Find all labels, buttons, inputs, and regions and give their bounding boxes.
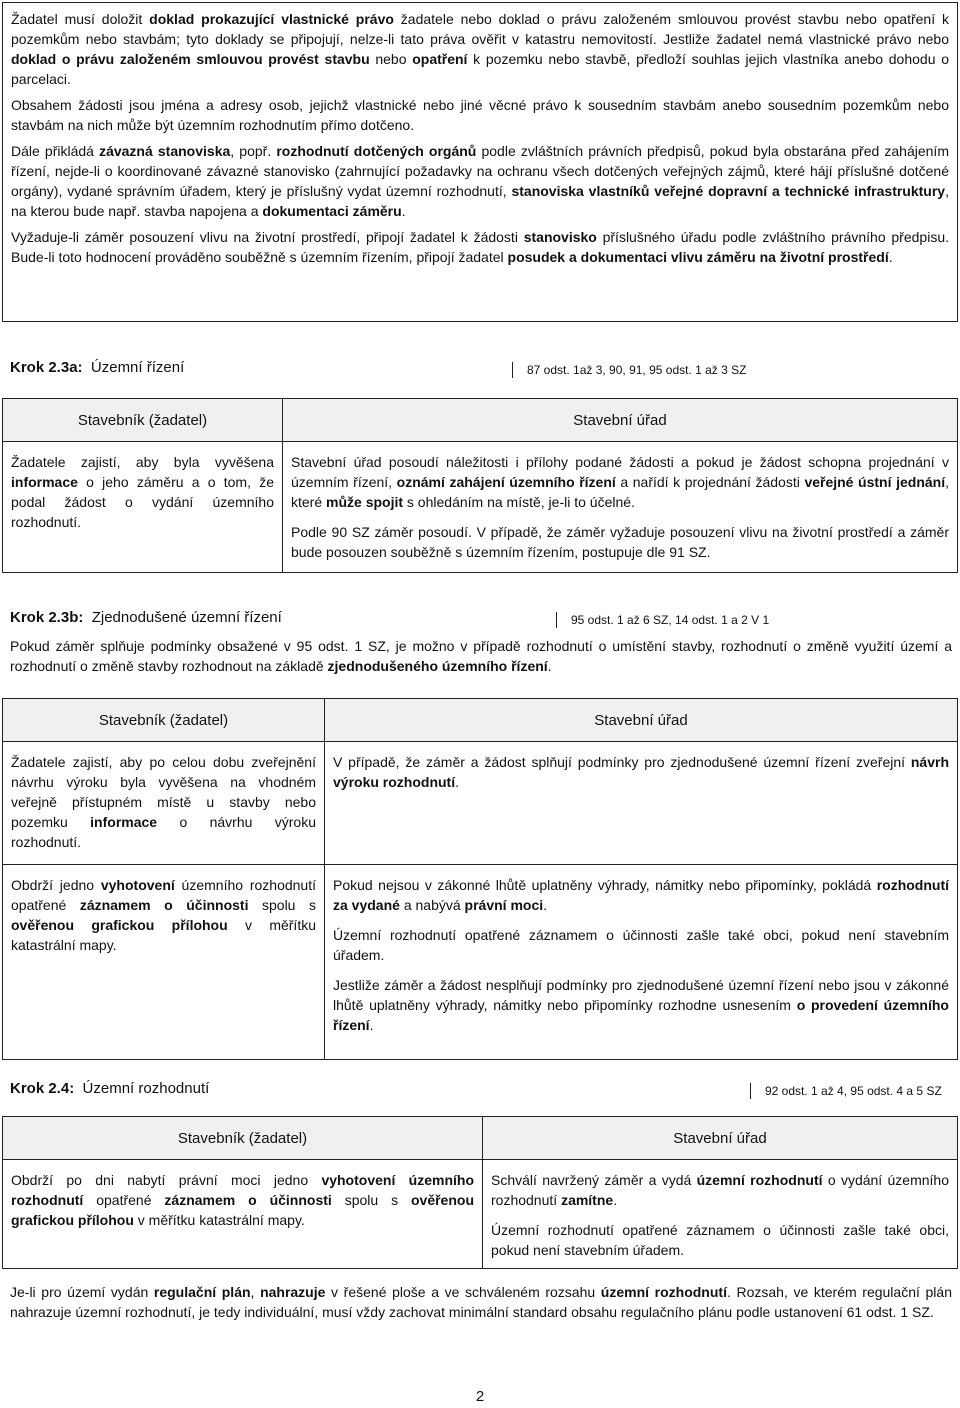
krok-4-footer: Je-li pro území vydán regulační plán, nahrazuje v řešené ploše a ve schváleném rozsahu územní rozhodnutí. Rozsah, ve kterém regulační plán nahrazuje územní rozhodnutí, je tedy individuální, musí vždy zachovat minimální standard obsahu regulačního plánu podle ustanovení 61 odst. 1 SZ. [10, 1284, 952, 1320]
krok-3b-right-text-2: Pokud nejsou v zákonné lhůtě uplatněny výhrady, námitky nebo připomínky, pokládá rozhodnutí za vydané a nabývá právní moci. [333, 877, 949, 913]
krok-3a-heading: Krok 2.3a: Územní řízení [10, 359, 185, 376]
krok-3a-reference: 87 odst. 1až 3, 90, 91, 95 odst. 1 až 3 SZ [512, 362, 746, 378]
krok-3b-cell-right-1 [324, 741, 958, 865]
krok-3a-cell-left [2, 441, 283, 573]
krok-4-left-text: Obdrží po dni nabytí právní moci jedno vyhotovení územního rozhodnutí opatřené záznamem o účinnosti spolu s ověřenou grafickou přílohou v měřítku katastrální mapy. [11, 1172, 475, 1228]
krok-3b-header-right: Stavební úřad [324, 698, 958, 742]
krok-3b-cell-left-1 [2, 741, 325, 865]
krok-4-reference: 92 odst. 1 až 4, 95 odst. 4 a 5 SZ [750, 1083, 942, 1099]
intro-box [2, 2, 958, 322]
krok-4-header-right: Stavební úřad [482, 1116, 958, 1160]
krok-3b-left-text-2: Obdrží jedno vyhotovení územního rozhodnutí opatřené záznamem o účinnosti spolu s ověřenou grafickou přílohou v měřítku katastrální mapy. [11, 877, 317, 953]
krok-3a-header-right: Stavební úřad [282, 398, 958, 442]
page-number: 2 [475, 1388, 485, 1405]
krok-3a-left-text: Žadatele zajistí, aby byla vyvěšena informace o jeho záměru a o tom, že podal žádost o vydání územního rozhodnutí. [11, 454, 274, 530]
krok-3a-header-left: Stavebník (žadatel) [2, 398, 283, 442]
krok-3b-intro: Pokud záměr splňuje podmínky obsažené v 95 odst. 1 SZ, je možno v případě rozhodnutí o umístění stavby, rozhodnutí o změně využití území a rozhodnutí o změně stavby rozhodnout na základě zjednodušeného územního řízení. [10, 638, 952, 674]
krok-3a-cell-right [282, 441, 958, 573]
intro-paragraph-4: Vyžaduje-li záměr posouzení vlivu na životní prostředí, připojí žadatel k žádosti stanovisko příslušného úřadu podle zvláštního právního předpisu. Bude-li toto hodnocení prováděno souběžně s územním řízením, připojí žadatel posudek a dokumentaci vlivu záměru na životní prostředí. [11, 229, 949, 265]
krok-3b-cell-left-2 [2, 864, 325, 1060]
krok-3a-right-text-2: Podle 90 SZ záměr posoudí. V případě, že záměr vyžaduje posouzení vlivu na životní prostředí a záměr bude posouzen souběžně s územním řízením, postupuje dle 91 SZ. [291, 524, 949, 560]
krok-3b-right-text-4: Jestliže záměr a žádost nesplňují podmínky pro zjednodušené územní řízení nebo jsou v zákonné lhůtě uplatněny výhrady, námitky nebo připomínky rozhodne usnesením o provedení územního řízení. [333, 977, 949, 1033]
krok-4-right-text-1: Schválí navržený záměr a vydá územní rozhodnutí o vydání územního rozhodnutí zamítne. [491, 1172, 950, 1208]
krok-4-cell-left [2, 1159, 483, 1269]
krok-4-right-text-2: Územní rozhodnutí opatřené záznamem o účinnosti zašle také obci, pokud není stavebním úřadem. [491, 1222, 949, 1258]
intro-paragraph-2: Obsahem žádosti jsou jména a adresy osob, jejichž vlastnické nebo jiné věcné právo k sousedním stavbám anebo sousedním pozemkům nebo stavbám na nich může být územním rozhodnutím přímo dotčeno. [11, 97, 949, 133]
intro-paragraph-1: Žadatel musí doložit doklad prokazující vlastnické právo žadatele nebo doklad o právu založeném smlouvou provést stavbu nebo opatření k pozemkům nebo stavbám; tyto doklady se připojují, nelze-li tato práva ověřit v katastru nemovitostí. Jestliže žadatel nemá vlastnické právo nebo doklad o právu založeném smlouvou provést stavbu nebo opatření k pozemku nebo stavbě, předloží souhlas jejich vlastníka anebo dohodu o parcelaci. [11, 11, 949, 87]
krok-3b-heading: Krok 2.3b: Zjednodušené územní řízení [10, 609, 282, 626]
intro-paragraph-3: Dále přikládá závazná stanoviska, popř. rozhodnutí dotčených orgánů podle zvláštních právních předpisů, pokud byla obstarána před zahájením řízení, nejde-li o koordinované závazné stanovisko (zahrnující požadavky na ochranu všech dotčených veřejných zájmů, které hájí příslušné dotčené orgány), vydané správním úřadem, který je příslušný vydat územní rozhodnutí, stanoviska vlastníků veřejné dopravní a technické infrastruktury, na kterou bude např. stavba napojena a dokumentaci záměru. [11, 143, 949, 219]
krok-3b-reference: 95 odst. 1 až 6 SZ, 14 odst. 1 a 2 V 1 [556, 612, 769, 628]
krok-4-heading: Krok 2.4: Územní rozhodnutí [10, 1080, 210, 1097]
krok-3b-header-left: Stavebník (žadatel) [2, 698, 325, 742]
krok-3b-right-text-1: V případě, že záměr a žádost splňují podmínky pro zjednodušené územní řízení zveřejní návrh výroku rozhodnutí. [333, 754, 949, 790]
krok-4-header-left: Stavebník (žadatel) [2, 1116, 483, 1160]
krok-3b-cell-right-2 [324, 864, 958, 1060]
krok-3b-right-text-3: Územní rozhodnutí opatřené záznamem o účinnosti zašle také obci, pokud není stavebním úřadem. [333, 927, 949, 963]
krok-4-cell-right [482, 1159, 958, 1269]
krok-3a-right-text-1: Stavební úřad posoudí náležitosti i přílohy podané žádosti a pokud je žádost schopna projednání v územním řízení, oznámí zahájení územního řízení a nařídí k projednání žádosti veřejné ústní jednání, které může spojit s ohledáním na místě, je-li to účelné. [291, 454, 949, 510]
krok-3b-left-text-1: Žadatele zajistí, aby po celou dobu zveřejnění návrhu výroku byla vyvěšena na vhodném veřejně přístupném místě u stavby nebo pozemku informace o návrhu výroku rozhodnutí. [11, 754, 316, 850]
